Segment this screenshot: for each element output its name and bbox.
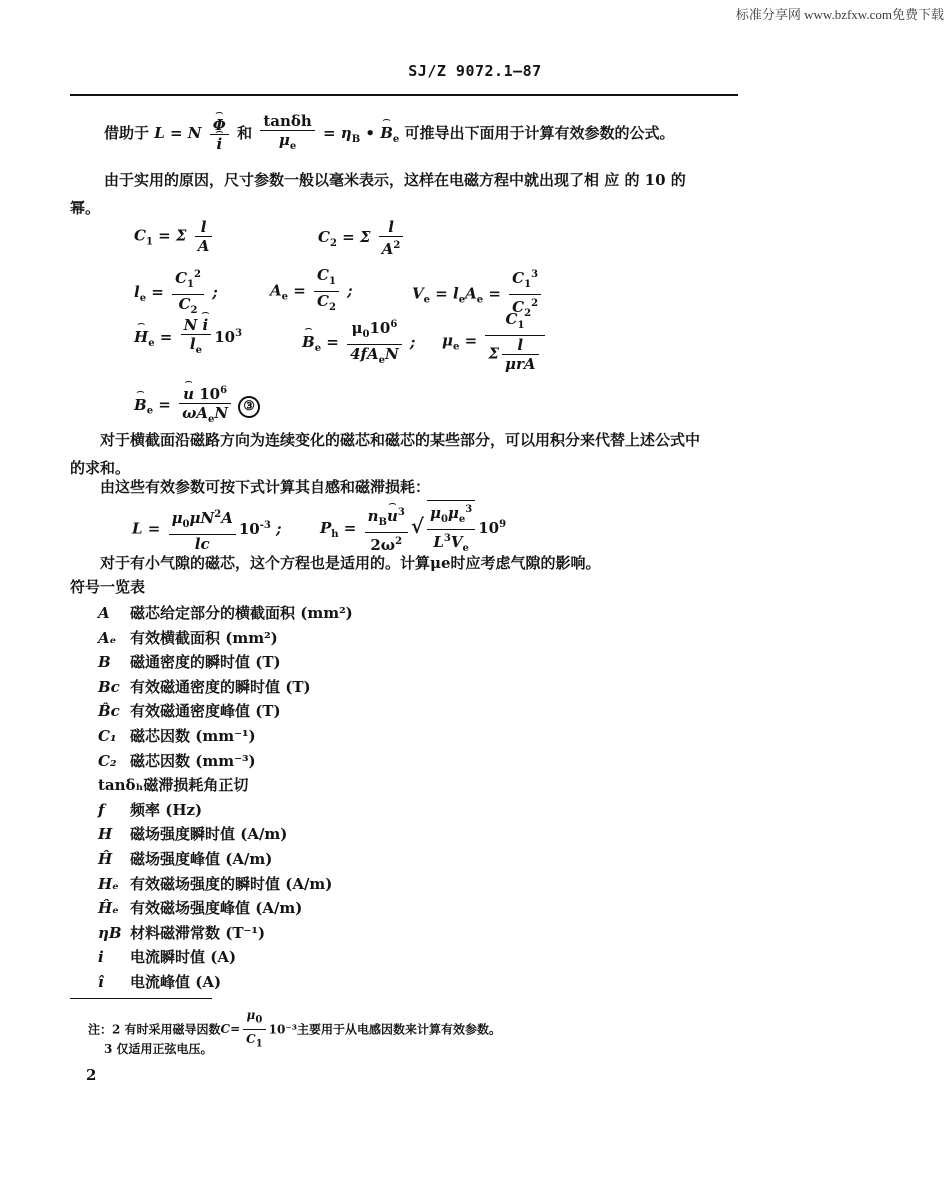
symbol-description: 电流瞬时值 (A) <box>130 948 237 967</box>
symbol-description: 材料磁滞常数 (T⁻¹) <box>130 923 266 942</box>
formula-be-voltage: ⌢ $B_e$ = ⌢ $\frac{u 10^6}{\omega A_eN}$ ③ <box>134 382 260 429</box>
symbol-description: 磁芯给定部分的横截面积 (mm²) <box>130 604 353 622</box>
symbol-row <box>98 873 332 894</box>
symbol-row <box>98 651 281 672</box>
symbol-description: 有效磁场强度的瞬时值 (A/m) <box>130 874 333 893</box>
intro-prefix: 借助于 <box>104 124 150 142</box>
header-rule <box>70 94 738 96</box>
standard-number: SJ/Z 9072.1—87 <box>408 62 542 80</box>
footnote-ref-3: ③ <box>238 396 260 418</box>
symbol-key: Bc <box>98 677 120 696</box>
symbol-row <box>98 725 256 746</box>
symbol-row <box>98 627 278 648</box>
symbol-key: C₂ <box>98 751 117 770</box>
symbol-description: 磁芯因数 (mm⁻³) <box>130 751 256 770</box>
symbol-key: Ĥₑ <box>98 899 119 918</box>
paragraph-self-inductance: 由这些有效参数可按下式计算其自感和磁滞损耗： <box>100 478 431 496</box>
symbol-description: 频率 (Hz) <box>130 800 203 819</box>
symbol-row <box>98 823 287 844</box>
symbol-row <box>98 676 311 697</box>
symbol-description: 磁场强度瞬时值 (A/m) <box>130 825 288 844</box>
symbol-description: 电流峰值 (A) <box>130 973 222 991</box>
formula-hysteresis-loss: $P_h$ = $\frac{n_B⌢ u^3}{2\omega^2}$ √ $\frac{\mu_0\mu_e^3}{L^3V_e}$ $10^9$ <box>320 500 506 558</box>
symbol-description: 磁通密度的瞬时值 (T) <box>130 653 281 672</box>
symbol-key: ηB <box>98 923 122 942</box>
footnote-2-formula: C= $\frac{\mu_0}{C_1}$ <box>221 1022 269 1036</box>
footnote-2-suffix: 10⁻³主要用于从电感因数来计算有效参数。 <box>268 1022 501 1037</box>
formula-le: $l_e$ = $\frac{C_1^2}{C_2}$ ; <box>134 266 218 320</box>
symbol-row <box>98 848 272 869</box>
symbol-description: 磁滞损耗角正切 <box>143 776 249 795</box>
symbol-row <box>98 774 248 795</box>
symbol-key: B <box>98 653 111 672</box>
symbol-key: B̂c <box>98 702 120 721</box>
paragraph-units: 由于实用的原因，尺寸参数一般以毫米表示，这样在电磁方程中就出现了相 应 的 10 的幂。 <box>70 171 686 217</box>
symbol-key: î <box>98 973 104 991</box>
symbol-row <box>98 750 256 771</box>
symbol-description: 磁芯因数 (mm⁻¹) <box>130 727 256 745</box>
symbol-key: Hₑ <box>98 874 119 893</box>
symbol-row <box>98 799 202 820</box>
watermark: 标准分享网 www.bzfxw.com免费下载 <box>735 7 944 22</box>
intro-mid: 和 <box>237 124 253 142</box>
formula-c1: $C_1 = \Sigma$ $\frac{l}{A}$ <box>134 218 215 255</box>
intro-formula-inductance: L = N ⌢ Φ ⌢ i <box>154 124 237 142</box>
symbol-row <box>98 897 302 918</box>
symbol-description: 有效磁场强度峰值 (A/m) <box>130 899 303 918</box>
footnote-rule <box>70 998 212 999</box>
symbol-key: Ĥ <box>98 850 113 868</box>
symbol-description: 有效磁通密度峰值 (T) <box>130 702 281 721</box>
symbol-row <box>98 602 353 623</box>
footnote-3: 3 仅适用正弦电压。 <box>104 1042 213 1056</box>
intro-sentence <box>104 112 675 156</box>
paragraph-air-gap: 对于有小气隙的磁芯，这个方程也是适用的。计算μe时应考虑气隙的影响。 <box>100 554 601 572</box>
symbol-key: H <box>98 825 113 844</box>
intro-formula-tan: $\frac{\tan\delta h}{\mu_e}$ = $\eta_B$ • ⌢ $B_e$ <box>257 124 404 142</box>
formula-he: ⌢ $H_e$ = $\frac{N ⌢ i}{l_e}$ $10^3$ <box>134 316 242 360</box>
formula-mue: $\mu_e$ = $C_1$ Σ $\frac{l}{\text{μrA}}$ <box>442 310 548 373</box>
paragraph-integral: 对于横截面沿磁路方向为连续变化的磁芯和磁芯的某些部分，可以用积分来代替上述公式中的求和。 <box>70 431 701 477</box>
symbol-key: tanδₕ <box>98 776 144 795</box>
formula-inductance: L = $\frac{\mu_0\mu N^2A}{lc}$ $10^{-3}$ ; <box>132 506 282 553</box>
symbol-row <box>98 922 265 943</box>
symbol-key: f <box>98 800 105 819</box>
symbol-description: 磁场强度峰值 (A/m) <box>130 850 273 868</box>
formula-c2: $C_2 = \Sigma$ $\frac{l}{A^2}$ <box>318 218 406 258</box>
formula-ae: $A_e$ = $\frac{C_1}{C_2}$ ; <box>270 266 353 313</box>
intro-suffix: 可推导出下面用于计算有效参数的公式。 <box>404 124 675 142</box>
symbol-description: 有效横截面积 (mm²) <box>130 628 278 647</box>
symbol-description: 有效磁通密度的瞬时值 (T) <box>130 677 311 696</box>
symbol-list-title: 符号一览表 <box>70 578 146 596</box>
symbol-row <box>98 700 281 721</box>
symbol-key: C₁ <box>98 727 117 745</box>
symbol-key: Aₑ <box>98 628 117 647</box>
symbol-key: i <box>98 948 104 967</box>
symbol-row <box>98 946 236 967</box>
symbol-row <box>98 971 221 992</box>
symbol-key: A <box>98 604 110 622</box>
footnote-2-prefix: 注：2 有时采用磁导因数 <box>88 1022 221 1037</box>
formula-ve: $V_e = l_eA_e$ = $\frac{C_1^3}{C_2^2}$ <box>412 266 544 323</box>
formula-be-hat: ⌢ $B_e$ = $\frac{\mu_010^6}{4fA_eN}$ ; <box>302 316 415 370</box>
page-number: 2 <box>86 1066 97 1084</box>
